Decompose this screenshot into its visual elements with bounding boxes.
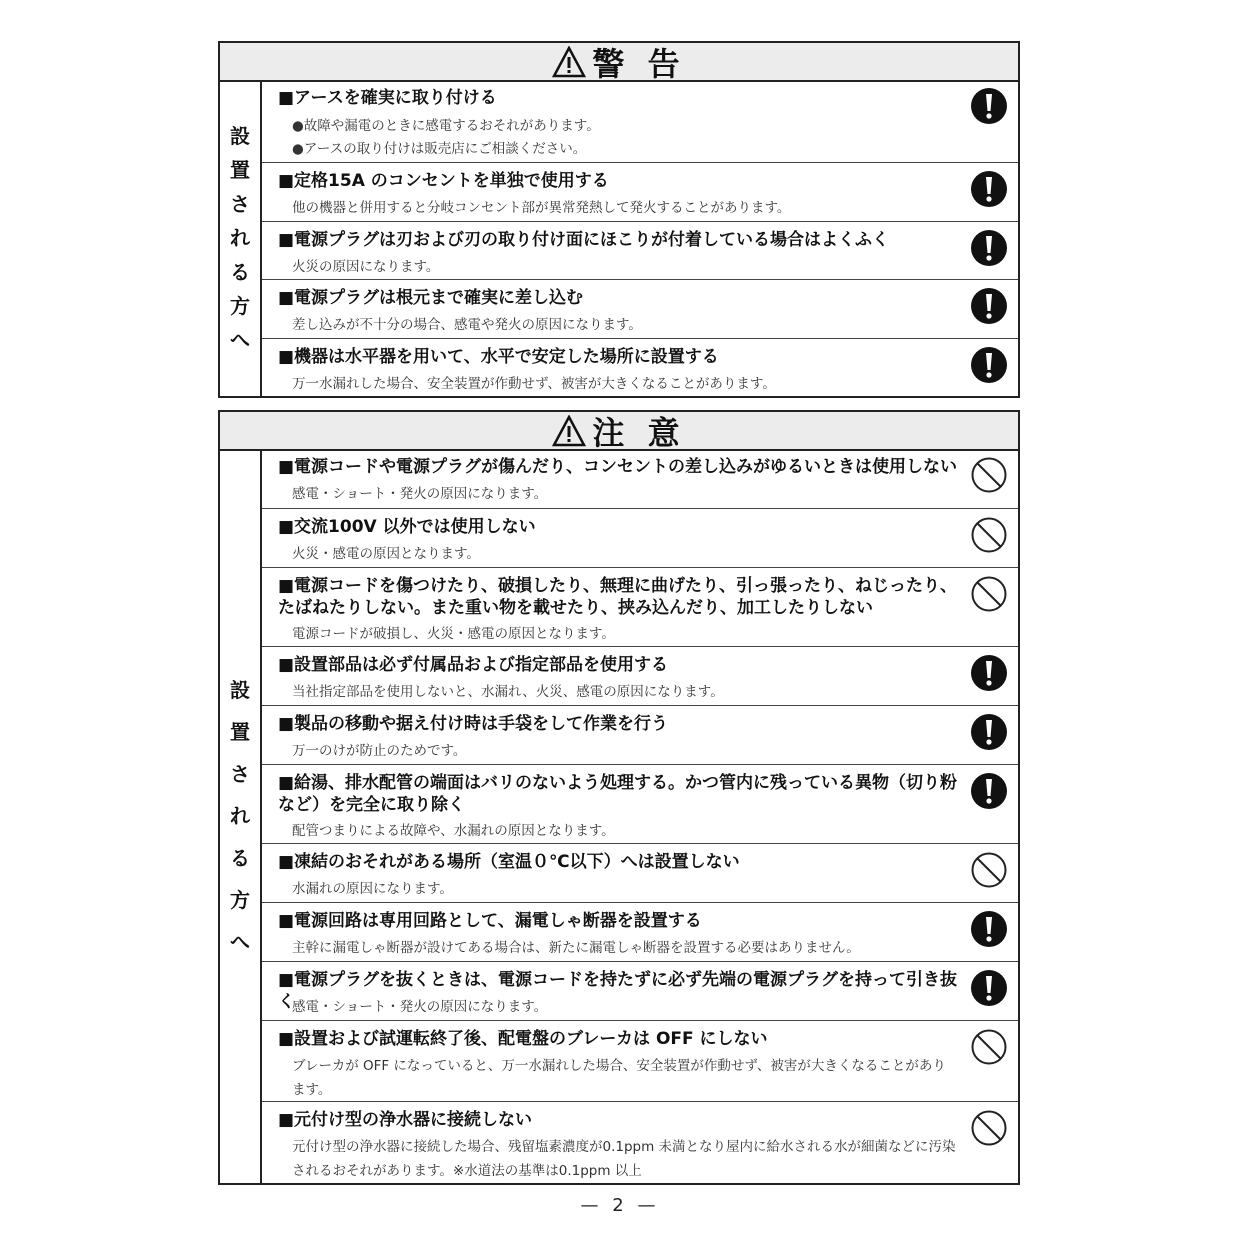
notice-row <box>262 1101 1018 1183</box>
notice-row <box>262 705 1018 764</box>
mandatory-icon <box>970 287 1008 325</box>
warning-side-label <box>220 80 262 396</box>
notice-title: ■電源回路は専用回路として、漏電しゃ断器を設置する <box>278 911 702 932</box>
notice-title: ■交流100V 以外では使用しない <box>278 516 536 537</box>
notice-row <box>262 508 1018 567</box>
notice-description: 感電・ショート・発火の原因になります。 <box>292 998 548 1015</box>
notice-description: 火災・感電の原因となります。 <box>292 545 480 562</box>
notice-description: 差し込みが不十分の場合、感電や発火の原因になります。 <box>292 317 642 334</box>
mandatory-icon <box>970 654 1008 692</box>
caution-section <box>218 410 1020 1185</box>
warning-title: 警 告 <box>592 44 686 83</box>
notice-title: ■電源コードを傷つけたり、破損したり、無理に曲げたり、引っ張ったり、ねじったり、たばねたりしない。また重い物を載せたり、挟み込んだり、加工したりしない <box>278 575 958 618</box>
side-char: さ <box>230 192 250 216</box>
notice-description: 配管つまりによる故障や、水漏れの原因となります。 <box>292 822 615 839</box>
notice-title: ■製品の移動や据え付け時は手袋をして作業を行う <box>278 713 669 734</box>
notice-description: 感電・ショート・発火の原因になります。 <box>292 486 548 502</box>
side-char: 方 <box>230 888 250 912</box>
notice-row <box>262 80 1018 162</box>
caution-triangle-icon <box>552 46 586 78</box>
notice-title: ■アースを確実に取り付ける <box>278 88 497 108</box>
side-char: へ <box>230 328 250 352</box>
notice-description: 電源コードが破損し、火災・感電の原因となります。 <box>292 625 615 642</box>
mandatory-icon <box>970 87 1008 125</box>
notice-row <box>262 162 1018 220</box>
notice-description: 火災の原因になります。 <box>292 258 440 275</box>
prohibited-icon <box>970 1028 1008 1066</box>
side-char: 設 <box>230 124 250 148</box>
notice-title: ■電源コードや電源プラグが傷んだり、コンセントの差し込みがゆるいときは使用しない <box>278 457 958 477</box>
caution-header <box>220 412 1018 451</box>
notice-row <box>262 279 1018 337</box>
notice-title: ■設置部品は必ず付属品および指定部品を使用する <box>278 655 669 676</box>
caution-side-label <box>220 449 262 1183</box>
notice-row <box>262 449 1018 508</box>
caution-triangle-icon <box>552 415 586 447</box>
prohibited-icon <box>970 851 1008 889</box>
notice-row <box>262 221 1018 279</box>
side-char: 設 <box>230 678 250 702</box>
side-char: れ <box>230 804 250 828</box>
notice-row <box>262 902 1018 961</box>
mandatory-icon <box>970 713 1008 751</box>
notice-row <box>262 646 1018 705</box>
side-char: る <box>230 260 250 284</box>
notice-description: 万一水漏れした場合、安全装置が作動せず、被害が大きくなることがあります。 <box>292 375 776 392</box>
notice-description: 当社指定部品を使用しないと、水漏れ、火災、感電の原因になります。 <box>292 684 724 701</box>
warning-section <box>218 41 1020 398</box>
mandatory-icon <box>970 772 1008 810</box>
notice-row <box>262 961 1018 1020</box>
notice-description: 元付け型の浄水器に接続した場合、残留塩素濃度が0.1ppm 未満となり屋内に給水される水が細菌などに汚染されるおそれがあります。※水道法の基準は0.1ppm 以上 <box>292 1139 956 1180</box>
prohibited-icon <box>970 575 1008 613</box>
side-char: へ <box>230 930 250 954</box>
notice-description: 他の機器と併用すると分岐コンセント部が異常発熱して発火することがあります。 <box>292 200 791 217</box>
notice-title: ■電源プラグは刃および刃の取り付け面にほこりが付着している場合はよくふく <box>278 229 890 250</box>
side-char: 置 <box>230 158 250 182</box>
notice-title: ■元付け型の浄水器に接続しない <box>278 1110 533 1131</box>
side-char: 方 <box>230 294 250 318</box>
caution-title: 注 意 <box>592 413 686 452</box>
notice-description: ●アースの取り付けは販売店にご相談ください。 <box>292 141 587 157</box>
notice-title: ■電源プラグを抜くときは、電源コードを持たずに必ず先端の電源プラグを持って引き抜く <box>278 969 958 1012</box>
notice-description: ブレーカが OFF になっていると、万一水漏れした場合、安全装置が作動せず、被害が大きくなることがあります。 <box>292 1057 946 1098</box>
prohibited-icon <box>970 1109 1008 1147</box>
notice-row <box>262 567 1018 647</box>
prohibited-icon <box>970 456 1008 494</box>
mandatory-icon <box>970 346 1008 384</box>
side-char: 置 <box>230 720 250 744</box>
side-char: れ <box>230 226 250 250</box>
notice-row <box>262 843 1018 902</box>
notice-title: ■定格15A のコンセントを単独で使用する <box>278 171 609 192</box>
notice-description: 主幹に漏電しゃ断器が設けてある場合は、新たに漏電しゃ断器を設置する必要はありません。 <box>292 940 860 957</box>
notice-title: ■設置および試運転終了後、配電盤のブレーカは OFF にしない <box>278 1028 768 1049</box>
notice-description: 万一のけが防止のためです。 <box>292 742 467 759</box>
notice-row <box>262 764 1018 844</box>
side-char: る <box>230 846 250 870</box>
mandatory-icon <box>970 910 1008 948</box>
notice-title: ■給湯、排水配管の端面はバリのないよう処理する。かつ管内に残っている異物（切り粉など）を完全に取り除く <box>278 772 958 815</box>
notice-title: ■電源プラグは根元まで確実に差し込む <box>278 288 584 309</box>
warning-header <box>220 43 1018 82</box>
mandatory-icon <box>970 170 1008 208</box>
page-number: — 2 — <box>580 1195 660 1216</box>
prohibited-icon <box>970 516 1008 554</box>
notice-row <box>262 1020 1018 1102</box>
notice-title: ■凍結のおそれがある場所（室温０℃以下）へは設置しない <box>278 852 740 873</box>
mandatory-icon <box>970 229 1008 267</box>
mandatory-icon <box>970 969 1008 1007</box>
notice-title: ■機器は水平器を用いて、水平で安定した場所に設置する <box>278 346 719 367</box>
side-char: さ <box>230 762 250 786</box>
notice-row <box>262 338 1018 396</box>
notice-description: 水漏れの原因になります。 <box>292 881 453 898</box>
notice-description: ●故障や漏電のときに感電するおそれがあります。 <box>292 118 600 134</box>
